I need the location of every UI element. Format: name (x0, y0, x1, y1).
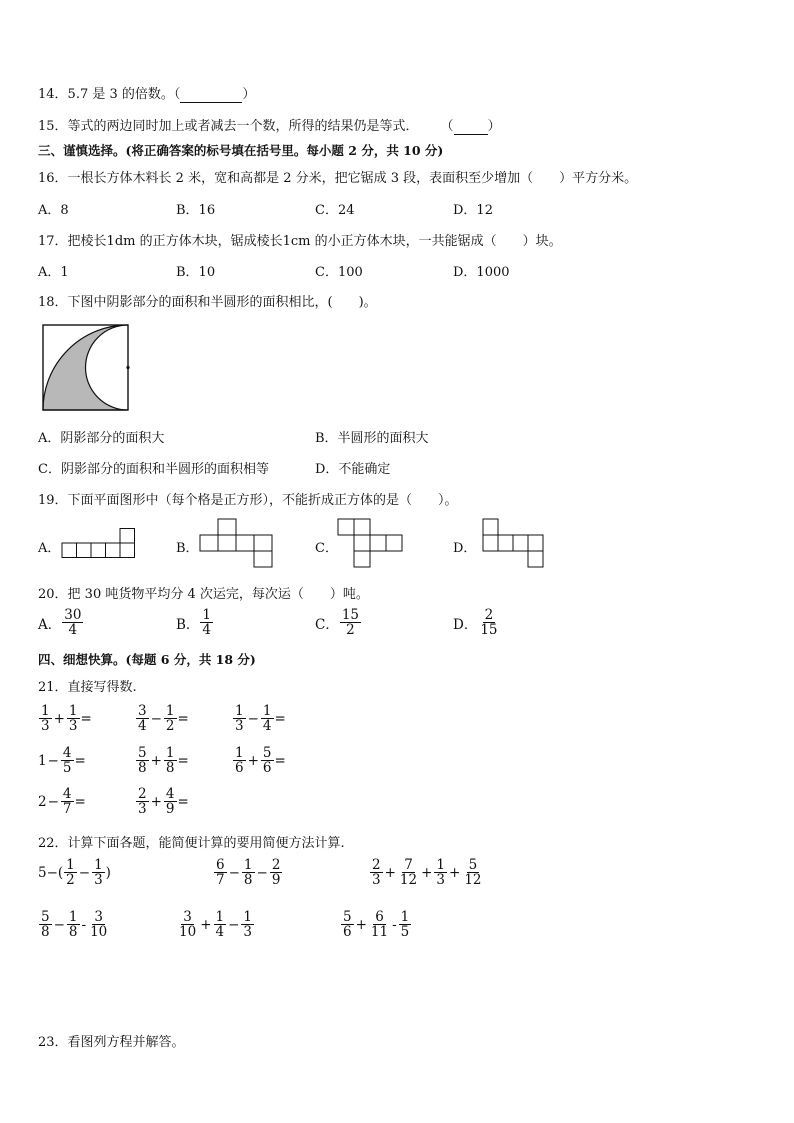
q22-expression-4: $\frac{5}{8}$ − $\frac{1}{8}$ - $\frac{3}{10}$ (41, 909, 108, 941)
q17-option-b[interactable]: B．10 (176, 265, 216, 280)
q22-expression-3: $\frac{2}{3}$ + $\frac{7}{12}$ + $\frac{1}{3}$ + $\frac{5}{12}$ (372, 857, 482, 889)
fraction: $\frac{1}{3}$ (68, 703, 78, 735)
center-dot (126, 366, 129, 369)
question-14: 14．5.7 是 3 的倍数。（ ） (38, 87, 256, 102)
fraction: $\frac{1}{4}$ (262, 703, 272, 735)
q20-option-d[interactable]: D． $\frac{2}{15}$ (453, 607, 498, 639)
fraction: $\frac{4}{7}$ (62, 786, 72, 818)
fraction: $\frac{15}{2}$ (341, 607, 360, 639)
fraction: $\frac{1}{5}$ (400, 909, 410, 941)
q19-option-a[interactable]: A． (38, 541, 61, 556)
question-18: 18．下图中阴影部分的面积和半圆形的面积相比，( )。 (38, 295, 377, 310)
section-4-heading: 四、细想快算。(每题 6 分，共 18 分) (38, 652, 256, 667)
q22-expression-2: $\frac{6}{7}$ − $\frac{1}{8}$ − $\frac{2}{9}$ (216, 857, 281, 889)
q21-item: $\frac{2}{3}$ + $\frac{4}{9}$ = (138, 786, 189, 818)
q21-item: $\frac{5}{8}$ + $\frac{1}{8}$ = (138, 745, 189, 777)
fraction: $\frac{4}{5}$ (62, 745, 72, 777)
fraction: $\frac{1}{2}$ (66, 857, 75, 889)
q18-option-a[interactable]: A．阴影部分的面积大 (38, 431, 165, 446)
fraction: $\frac{1}{8}$ (165, 745, 175, 777)
section-3-heading: 三、谨慎选择。(将正确答案的标号填在括号里。每小题 2 分，共 10 分) (38, 143, 444, 158)
fraction: $\frac{4}{9}$ (165, 786, 175, 818)
fraction: $\frac{5}{12}$ (464, 857, 482, 889)
question-23: 23．看图列方程并解答。 (38, 1035, 185, 1050)
fraction: $\frac{6}{7}$ (216, 857, 225, 889)
q22-expression-6: $\frac{5}{6}$ + $\frac{6}{11}$ - $\frac{1}{5}$ (343, 909, 410, 941)
q20-option-b[interactable]: B． $\frac{1}{4}$ (176, 607, 212, 639)
q20-option-c[interactable]: C． $\frac{15}{2}$ (315, 607, 360, 639)
question-19: 19．下面平面图形中（每个格是正方形），不能折成正方体的是（ ）。 (38, 493, 458, 508)
fraction: $\frac{5}{8}$ (41, 909, 50, 941)
question-15: 15．等式的两边同时加上或者减去一个数，所得的结果仍是等式． （ ） (38, 119, 501, 134)
q22-expression-5: $\frac{3}{10}$ + $\frac{1}{4}$ − $\frac{1}{3}$ (179, 909, 252, 941)
fraction: $\frac{1}{3}$ (436, 857, 445, 889)
q19-option-c[interactable]: C． (315, 541, 338, 556)
q16-option-d[interactable]: D．12 (453, 203, 493, 218)
fraction: $\frac{1}{4}$ (215, 909, 225, 941)
question-17: 17．把棱长1dm 的正方体木块，锯成棱长1cm 的小正方体木块，一共能锯成（ ）块。 (38, 234, 562, 249)
q21-item: $\frac{1}{3}$ − $\frac{1}{4}$ = (235, 703, 286, 735)
answer-blank[interactable] (454, 119, 488, 135)
q19-option-b[interactable]: B． (176, 541, 199, 556)
fraction: $\frac{1}{8}$ (243, 857, 253, 889)
net-b-figure (199, 518, 274, 568)
fraction: $\frac{2}{3}$ (372, 857, 381, 889)
q19-option-d[interactable]: D． (453, 541, 477, 556)
question-16: 16．一根长方体木料长 2 米，宽和高都是 2 分米，把它锯成 3 段，表面积至少增加（ ）平方分米。 (38, 171, 638, 186)
fraction: $\frac{2}{3}$ (138, 786, 147, 818)
q18-option-c[interactable]: C．阴影部分的面积和半圆形的面积相等 (38, 462, 269, 477)
q17-option-d[interactable]: D．1000 (453, 265, 510, 280)
net-a-figure (61, 526, 136, 558)
fraction: $\frac{7}{12}$ (399, 857, 418, 889)
question-20: 20．把 30 吨货物平均分 4 次运完，每次运（ ）吨。 (38, 587, 369, 602)
fraction: $\frac{30}{4}$ (64, 607, 82, 639)
q21-item: $\frac{3}{4}$ − $\frac{1}{2}$ = (138, 703, 189, 735)
fraction: $\frac{3}{10}$ (90, 909, 108, 941)
q18-option-b[interactable]: B．半圆形的面积大 (315, 431, 429, 446)
shaded-region (43, 325, 128, 410)
net-d-figure (482, 518, 547, 568)
q16-option-c[interactable]: C．24 (315, 203, 355, 218)
net-c-figure (337, 518, 407, 568)
fraction: $\frac{5}{6}$ (343, 909, 352, 941)
fraction: $\frac{1}{3}$ (243, 909, 252, 941)
question-22: 22．计算下面各题，能简便计算的要用简便方法计算. (38, 836, 345, 851)
fraction: $\frac{1}{2}$ (165, 703, 175, 735)
fraction: $\frac{5}{8}$ (138, 745, 147, 777)
fraction: $\frac{1}{3}$ (94, 857, 103, 889)
fraction: $\frac{3}{4}$ (138, 703, 147, 735)
fraction: $\frac{1}{3}$ (41, 703, 50, 735)
q21-item: $\frac{1}{3}$ + $\frac{1}{3}$ = (41, 703, 92, 735)
q21-item: $\frac{1}{6}$ + $\frac{5}{6}$ = (235, 745, 286, 777)
fraction: $\frac{2}{9}$ (271, 857, 281, 889)
question-21: 21．直接写得数. (38, 680, 137, 695)
q17-option-a[interactable]: A．1 (38, 265, 69, 280)
q17-option-c[interactable]: C．100 (315, 265, 363, 280)
q21-item: 1 − $\frac{4}{5}$ = (38, 745, 86, 777)
fraction: $\frac{5}{6}$ (262, 745, 272, 777)
fraction: $\frac{1}{8}$ (68, 909, 78, 941)
fraction: $\frac{1}{4}$ (202, 607, 212, 639)
q21-item: 2 − $\frac{4}{7}$ = (38, 786, 86, 818)
q20-option-a[interactable]: A． $\frac{30}{4}$ (38, 607, 82, 639)
q16-option-b[interactable]: B．16 (176, 203, 216, 218)
shaded-semicircle-figure (42, 324, 132, 414)
fraction: $\frac{1}{3}$ (235, 703, 244, 735)
q18-option-d[interactable]: D．不能确定 (315, 462, 391, 477)
answer-blank[interactable] (180, 87, 242, 103)
fraction: $\frac{3}{10}$ (179, 909, 197, 941)
q22-expression-1: 5−( $\frac{1}{2}$ − $\frac{1}{3}$ ) (38, 857, 111, 889)
q16-option-a[interactable]: A．8 (38, 203, 69, 218)
fraction: $\frac{1}{6}$ (235, 745, 244, 777)
fraction: $\frac{6}{11}$ (370, 909, 389, 941)
fraction: $\frac{2}{15}$ (480, 607, 498, 639)
